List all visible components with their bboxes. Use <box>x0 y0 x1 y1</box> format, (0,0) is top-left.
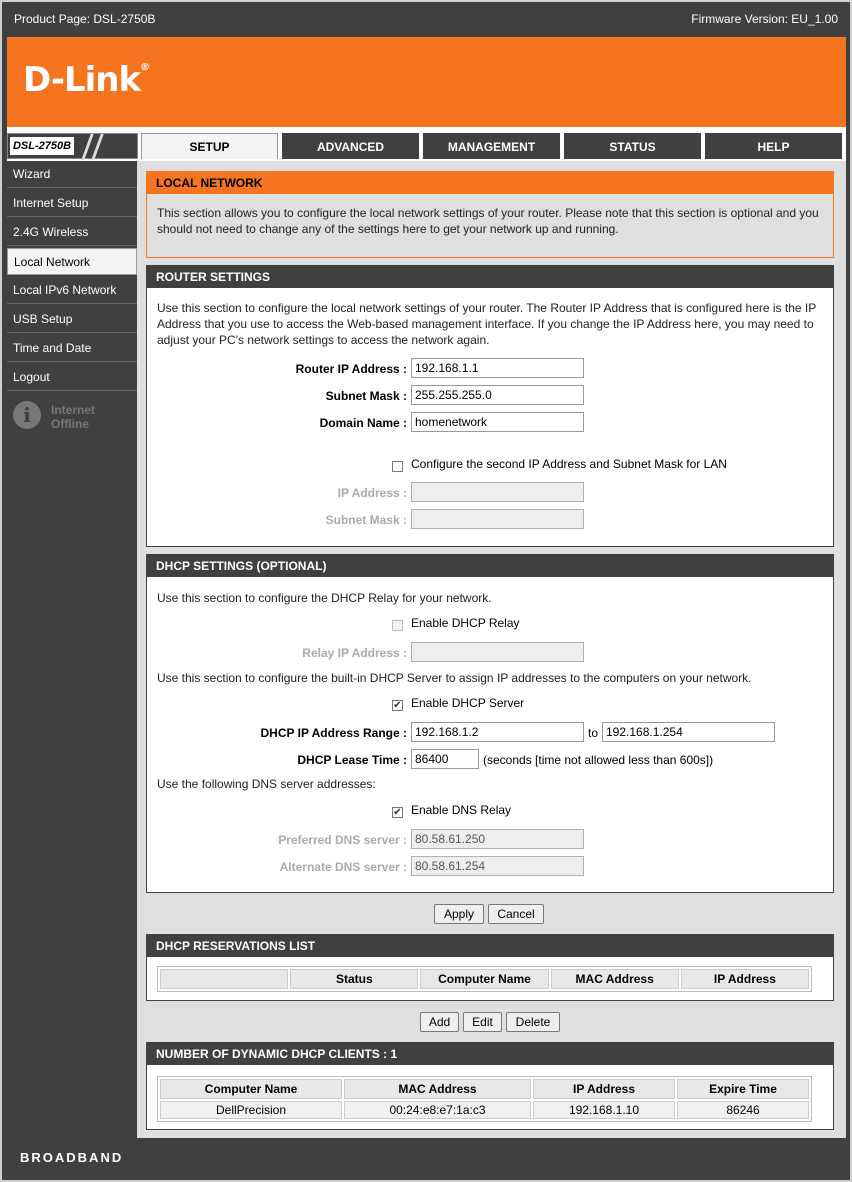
section-title: LOCAL NETWORK <box>147 172 833 194</box>
server-description: Use this section to configure the built-in DHCP Server to assign IP addresses to the computers on your network. <box>157 671 752 685</box>
subnet2-label: Subnet Mask : <box>325 513 407 527</box>
lease-time-input[interactable]: 86400 <box>411 749 479 769</box>
column-header <box>160 969 288 989</box>
brand-banner <box>7 37 846 127</box>
dhcp-range-end-input[interactable]: 192.168.1.254 <box>602 722 775 742</box>
second-ip-checkbox[interactable] <box>392 461 403 472</box>
bottom-bar <box>0 1138 852 1182</box>
slash-decoration <box>91 134 103 160</box>
column-header: Expire Time <box>677 1079 809 1099</box>
ip2-input[interactable] <box>411 482 584 502</box>
router-ip-label: Router IP Address : <box>295 362 407 376</box>
table-cell: 192.168.1.10 <box>533 1101 675 1119</box>
table-header-row <box>160 1079 809 1099</box>
router-settings-section <box>146 265 834 547</box>
dns-relay-checkbox[interactable]: ✔ <box>393 807 402 818</box>
sidebar-item-time-and-date[interactable]: Time and Date <box>7 335 137 362</box>
dhcp-clients-section <box>146 1042 834 1130</box>
column-header: MAC Address <box>344 1079 531 1099</box>
table-header-row <box>160 969 809 989</box>
reservations-table <box>157 966 812 992</box>
dhcp-range-label: DHCP IP Address Range : <box>260 726 407 740</box>
dns-relay-checkbox-label: Enable DNS Relay <box>411 803 512 817</box>
firmware-version-label: Firmware Version: EU_1.00 <box>691 12 838 26</box>
logo-text: D-Link <box>23 60 141 100</box>
range-to-label: to <box>588 726 599 740</box>
column-header: IP Address <box>681 969 809 989</box>
dhcp-relay-checkbox[interactable] <box>392 620 403 631</box>
reservations-section <box>146 934 834 1001</box>
add-button[interactable]: Add <box>420 1012 459 1032</box>
column-header: Computer Name <box>420 969 548 989</box>
registered-mark: ® <box>140 62 150 73</box>
domain-name-input[interactable]: homenetwork <box>411 412 584 432</box>
dhcp-relay-checkbox-label: Enable DHCP Relay <box>411 616 520 630</box>
local-network-section <box>146 171 834 258</box>
table-cell: 00:24:e8:e7:1a:c3 <box>344 1101 531 1119</box>
product-page-label: Product Page: DSL-2750B <box>14 12 156 26</box>
relay-description: Use this section to configure the DHCP Relay for your network. <box>157 591 492 605</box>
column-header: IP Address <box>533 1079 675 1099</box>
section-description: This section allows you to configure the local network settings of your router. Please note that this section is optional and you should not need to change any of the settings here to get your network up and running. <box>157 206 819 236</box>
dhcp-range-start-input[interactable]: 192.168.1.2 <box>411 722 584 742</box>
sidebar-item-logout[interactable]: Logout <box>7 364 137 391</box>
internet-status <box>13 401 133 437</box>
cancel-button[interactable]: Cancel <box>488 904 544 924</box>
tab-help[interactable]: HELP <box>705 133 842 159</box>
sidebar-item-local-network[interactable]: Local Network <box>7 248 137 275</box>
main-content <box>137 161 846 1138</box>
info-icon: i <box>13 401 41 429</box>
dns-description: Use the following DNS server addresses: <box>157 777 376 791</box>
model-tag: DSL-2750B <box>10 137 74 155</box>
dhcp-clients-table <box>157 1076 812 1122</box>
tab-setup[interactable]: SETUP <box>141 133 278 159</box>
tab-advanced[interactable]: ADVANCED <box>282 133 419 159</box>
lease-time-note: (seconds [time not allowed less than 600s]) <box>483 753 714 767</box>
column-header: MAC Address <box>551 969 679 989</box>
table-cell: 86246 <box>677 1101 809 1119</box>
section-title: DHCP RESERVATIONS LIST <box>147 935 833 957</box>
relay-ip-label: Relay IP Address : <box>302 646 407 660</box>
dlink-logo <box>23 60 149 100</box>
section-title: NUMBER OF DYNAMIC DHCP CLIENTS : 1 <box>147 1043 833 1065</box>
frame-right <box>846 37 852 1138</box>
dhcp-settings-section <box>146 554 834 893</box>
column-header: Status <box>290 969 418 989</box>
subnet2-input[interactable] <box>411 509 584 529</box>
subnet-mask-label: Subnet Mask : <box>325 389 407 403</box>
tab-status[interactable]: STATUS <box>564 133 701 159</box>
column-header: Computer Name <box>160 1079 342 1099</box>
sidebar-item-internet-setup[interactable]: Internet Setup <box>7 190 137 217</box>
second-ip-checkbox-label: Configure the second IP Address and Subnet Mask for LAN <box>411 457 727 471</box>
section-description: Use this section to configure the local network settings of your router. The Router IP Address that is configured here is the IP Address that you use to access the Web-based management interface. If you change the IP Address here, you may need to adjust your PC's network settings to access the network again. <box>157 301 817 347</box>
sidebar-item-local-ipv6-network[interactable]: Local IPv6 Network <box>7 277 137 304</box>
section-title: DHCP SETTINGS (OPTIONAL) <box>147 555 833 577</box>
table-cell: DellPrecision <box>160 1101 342 1119</box>
model-badge <box>7 133 138 159</box>
lease-time-label: DHCP Lease Time : <box>297 753 407 767</box>
ip2-label: IP Address : <box>337 486 407 500</box>
sidebar <box>7 161 137 1138</box>
top-bar <box>0 0 852 37</box>
apply-button[interactable]: Apply <box>434 904 484 924</box>
frame-left <box>0 37 7 1138</box>
relay-ip-input[interactable] <box>411 642 584 662</box>
broadband-label: BROADBAND <box>20 1150 124 1165</box>
internet-status-line1: Internet <box>51 403 96 417</box>
internet-status-text <box>51 403 95 431</box>
table-row <box>160 1101 809 1119</box>
delete-button[interactable]: Delete <box>506 1012 560 1032</box>
section-title: ROUTER SETTINGS <box>147 266 833 288</box>
alternate-dns-label: Alternate DNS server : <box>279 860 407 874</box>
sidebar-item-wireless[interactable]: 2.4G Wireless <box>7 219 137 246</box>
preferred-dns-label: Preferred DNS server : <box>278 833 407 847</box>
tab-management[interactable]: MANAGEMENT <box>423 133 560 159</box>
router-ip-input[interactable]: 192.168.1.1 <box>411 358 584 378</box>
dhcp-server-checkbox-label: Enable DHCP Server <box>411 696 525 710</box>
subnet-mask-input[interactable]: 255.255.255.0 <box>411 385 584 405</box>
sidebar-item-wizard[interactable]: Wizard <box>7 161 137 188</box>
sidebar-item-usb-setup[interactable]: USB Setup <box>7 306 137 333</box>
nav-row <box>7 127 846 161</box>
dhcp-server-checkbox[interactable]: ✔ <box>393 700 402 711</box>
edit-button[interactable]: Edit <box>463 1012 502 1032</box>
domain-name-label: Domain Name : <box>319 416 407 430</box>
preferred-dns-input[interactable]: 80.58.61.250 <box>411 829 584 849</box>
alternate-dns-input[interactable]: 80.58.61.254 <box>411 856 584 876</box>
internet-status-line2: Offline <box>51 417 89 431</box>
